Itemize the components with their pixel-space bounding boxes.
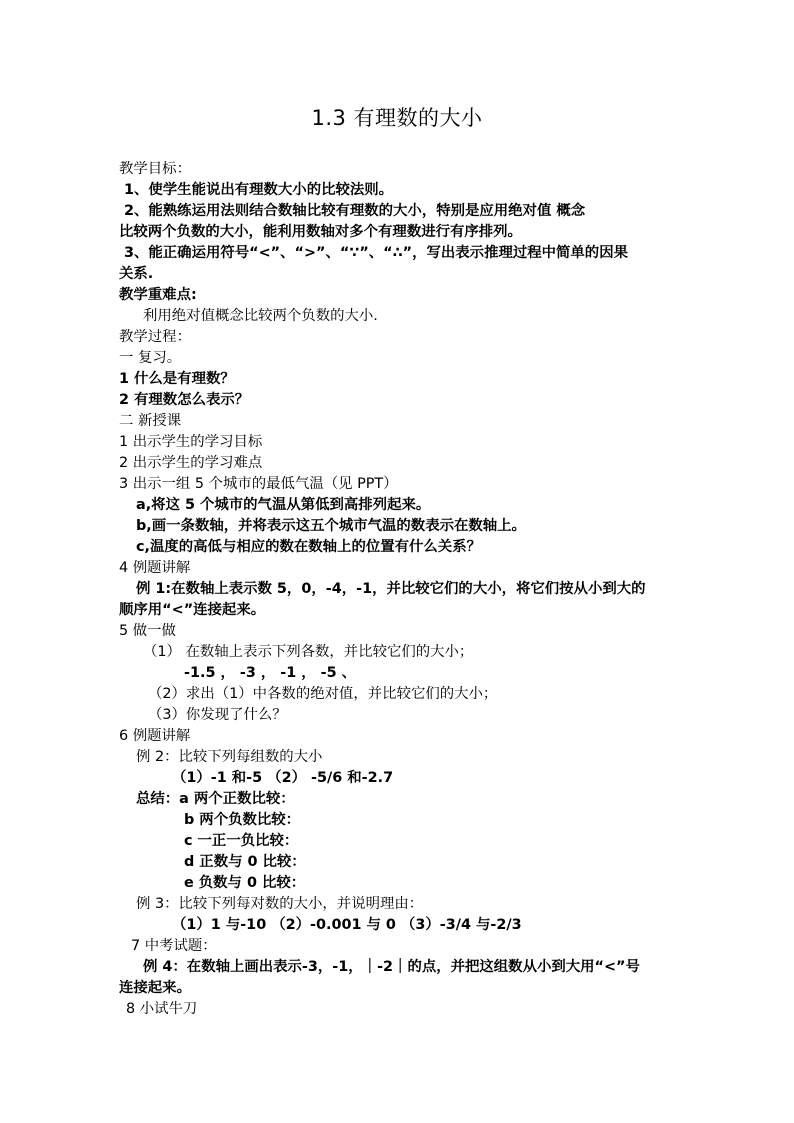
example-3-pairs: （1）1 与-10 （2）-0.001 与 0 （3）-3/4 与-2/3	[172, 917, 522, 933]
practice-item-2: （2）求出（1）中各数的绝对值，并比较它们的大小；	[148, 686, 498, 702]
review-question-2: 2 有理数怎么表示？	[119, 392, 250, 408]
example-4-continued: 连接起来。	[119, 980, 191, 996]
summary-a: 总结：a 两个正数比较：	[136, 791, 295, 807]
objective-3: 3、能正确运用符号“<”、“>”、“∵”、“∴”，写出表示推理过程中简单的因果	[124, 245, 628, 261]
summary-c: c 一正一负比较：	[184, 833, 299, 849]
objective-3-continued: 关系.	[119, 266, 154, 282]
objective-1: 1、使学生能说出有理数大小的比较法则。	[124, 182, 394, 198]
section-heading-key-points: 教学重难点:	[119, 287, 197, 303]
new-lesson-step-6: 6 例题讲解	[119, 728, 191, 744]
example-4: 例 4：在数轴上画出表示-3，-1，｜-2｜的点，并把这组数从小到大用“<”号	[143, 959, 640, 975]
new-lesson-step-4: 4 例题讲解	[119, 560, 191, 576]
section-heading-process: 教学过程：	[119, 329, 191, 345]
new-lesson-step-5: 5 做一做	[119, 623, 176, 639]
part-two-heading: 二 新授课	[119, 413, 182, 429]
example-1: 例 1:在数轴上表示数 5，0，-4，-1，并比较它们的大小，将它们按从小到大的	[136, 581, 646, 597]
example-3: 例 3：比较下列每对数的大小，并说明理由：	[136, 896, 424, 912]
new-lesson-step-8: 8 小试牛刀	[126, 1001, 198, 1017]
objective-2-continued: 比较两个负数的大小，能利用数轴对多个有理数进行有序排列。	[119, 224, 522, 240]
practice-item-3: （3）你发现了什么？	[148, 707, 287, 723]
step-3-task-a: a,将这 5 个城市的气温从第低到高排列起来。	[136, 497, 431, 513]
section-heading-objectives: 教学目标：	[119, 161, 191, 177]
review-question-1: 1 什么是有理数？	[119, 371, 235, 387]
summary-e: e 负数与 0 比较：	[184, 875, 306, 891]
practice-item-1: （1） 在数轴上表示下列各数，并比较它们的大小；	[143, 644, 474, 660]
step-3-task-b: b,画一条数轴，并将表示这五个城市气温的数表示在数轴上。	[136, 518, 526, 534]
new-lesson-step-1: 1 出示学生的学习目标	[119, 434, 263, 450]
new-lesson-step-2: 2 出示学生的学习难点	[119, 455, 263, 471]
objective-2: 2、能熟练运用法则结合数轴比较有理数的大小，特别是应用绝对值 概念	[124, 203, 586, 219]
key-point-text: 利用绝对值概念比较两个负数的大小.	[143, 308, 378, 324]
example-2-pairs: （1）-1 和-5 （2） -5/6 和-2.7	[172, 770, 394, 786]
part-one-heading: 一 复习。	[119, 350, 182, 366]
practice-numbers: -1.5 ， -3 ， -1 ， -5 、	[184, 665, 357, 681]
summary-b: b 两个负数比较：	[184, 812, 301, 828]
step-3-task-c: c,温度的高低与相应的数在数轴上的位置有什么关系？	[136, 539, 481, 555]
example-1-continued: 顺序用“<”连接起来。	[119, 602, 266, 618]
new-lesson-step-7: 7 中考试题：	[131, 938, 217, 954]
summary-d: d 正数与 0 比较：	[184, 854, 306, 870]
page-title: 1.3 有理数的大小	[311, 106, 483, 130]
example-2: 例 2：比较下列每组数的大小	[136, 749, 323, 765]
new-lesson-step-3: 3 出示一组 5 个城市的最低气温（见 PPT）	[119, 476, 398, 492]
